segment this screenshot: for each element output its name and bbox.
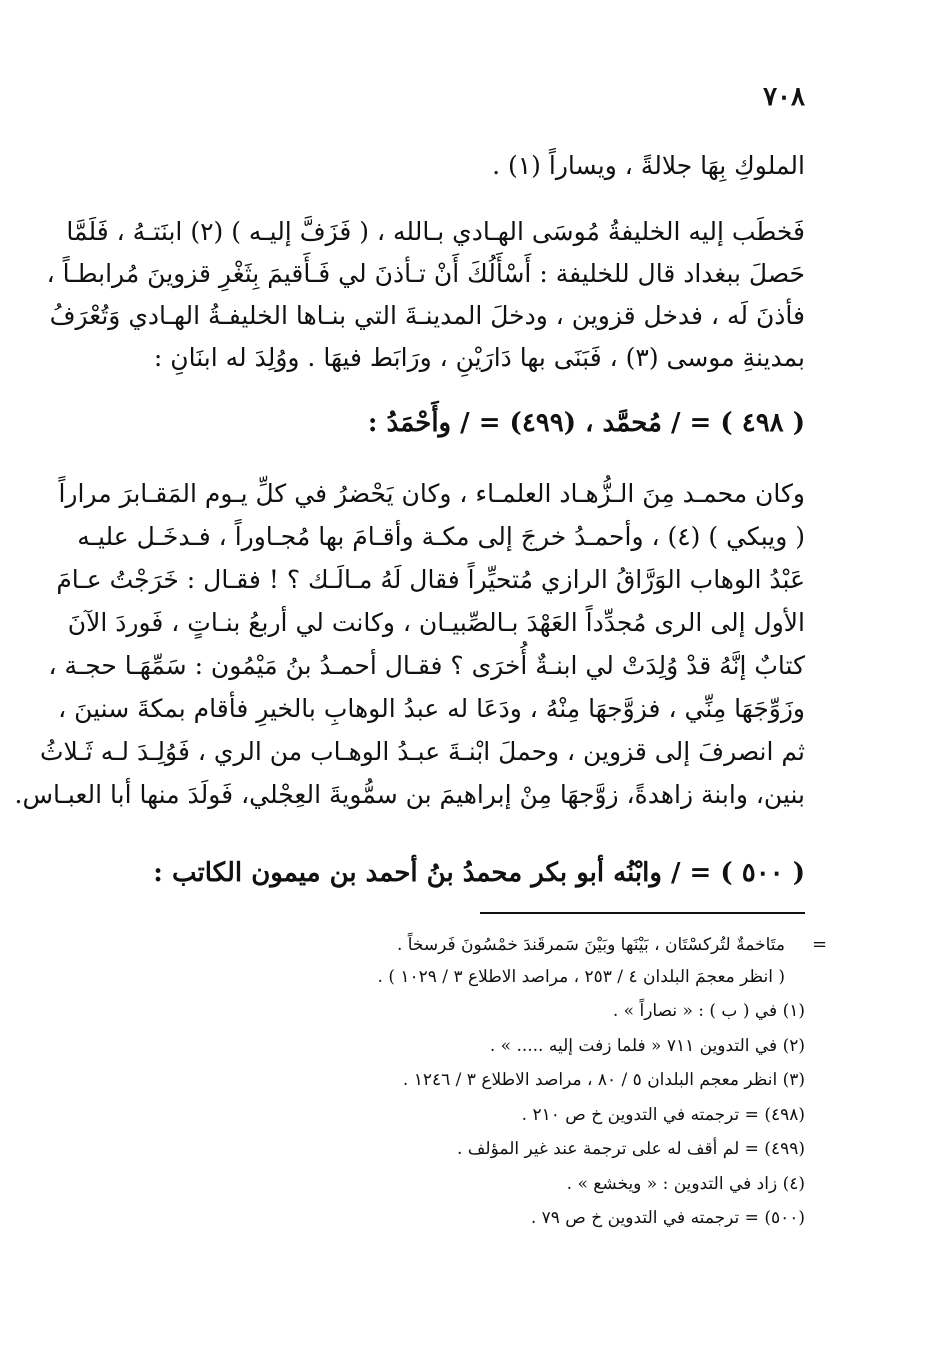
paragraph-continuation <box>105 146 805 186</box>
text-line: فَخطَب إليه الخليفةُ مُوسَى الهـادي بـالله ، ( فَزَفَّ إليـه ) (٢) ابنَتـهُ ، فَلَمَّا <box>66 217 805 246</box>
footnote-item: (٤٩٨) = ترجمته في التدوين خ ص ٢١٠ . <box>521 1105 805 1125</box>
footnote-item: (١) في ( ب ) : « نصاراً » . <box>612 1001 805 1021</box>
footnote-continuation-marker: = <box>812 934 828 955</box>
footnote-item: (٥٠٠) = ترجمته في التدوين خ ص ٧٩ . <box>530 1208 805 1228</box>
footnote-item: ( انظر معجمَ البلدان ٤ / ٢٥٣ ، مراصد الاطلاع ٣ / ١٠٢٩ ) . <box>377 967 785 987</box>
footnote-separator <box>480 912 805 914</box>
text-line: وزَوِّجَهَا مِنِّي ، فزوَّجهَا مِنْهُ ، ودَعَا له عبدُ الوهابِ بالخيرِ فأقام بمكةَ سنينَ ، <box>58 694 805 723</box>
text-line: وكان محمـد مِنَ الـزُّهـاد العلمـاء ، وكان يَحْضرُ في كلِّ يـوم المَقـابرَ مراراً <box>58 479 805 508</box>
footnote-item: (٤٩٩) = لم أقف له على ترجمة عند غير المؤلف . <box>457 1139 805 1159</box>
text-line: الملوكِ بِهَا جلالةً ، ويساراً (١) . <box>492 151 805 180</box>
text-line: بمدينةِ موسى (٣) ، فَبَنَى بها دَارَيْنِ ، ورَابَط فيهَا . ووُلِدَ له ابنَانِ : <box>153 343 805 372</box>
text-line: الأول إلى الرى مُجدِّداً العَهْدَ بـالصِّبيـان ، وكانت لي أربعُ بنـاتٍ ، فَوردَ الآنَ <box>67 608 805 637</box>
page-number: ٧٠٨ <box>763 82 805 112</box>
footnote-item: متَاخمةٌ لتُركسْتَان ، بَيْنَها وبَيْنَ سَمرقَندَ خمْسُونَ فَرسخاً . <box>396 935 785 955</box>
footnote-item: (٢) في التدوين ٧١١ « فلما زفت إليه ..... » . <box>489 1036 805 1056</box>
text-line: فأذنَ لَه ، فدخل قزوين ، ودخلَ المدينـةَ التي بنـاها الخليفـةُ الهـادي وَتُعْرَفُ <box>49 301 805 330</box>
text-line: ( ويبكي ) (٤) ، وأحمـدُ خرجَ إلى مكـة وأقـامَ بها مُجـاوراً ، فـدخَـل عليـه <box>77 522 805 551</box>
text-line: عَبْدُ الوهاب الوَرَّاقُ الرازي مُتحيِّراً فقال لَهُ مـالَـك ؟ ! فقـال : خَرَجْتُ عـامَ <box>56 565 805 594</box>
paragraph-biography <box>14 474 805 814</box>
text-line: كتابٌ إنَّهُ قدْ وُلِدَتْ لي ابنـةٌ أُخرَى ؟ فقـال أحمـدُ بنُ مَيْمُون : سَمِّهَـا حجـة ، <box>48 651 805 680</box>
footnote-item: (٤) زاد في التدوين : « ويخشع » . <box>566 1174 805 1194</box>
text-line: حَصلَ ببغداد قال للخليفة : أَسْأَلُكَ أَنْ تـأذنَ لي فَـأَقيمَ بِثَغْرِ قزوينَ مُرابطـاً ، <box>46 259 805 288</box>
text-line: ثم انصرفَ إلى قزوين ، وحملَ ابْنـةَ عبـدُ الوهـاب من الري ، فَوُلِـدَ لـه ثَـلاثُ <box>40 737 805 766</box>
footnote-item: (٣) انظر معجم البلدان ٥ / ٨٠ ، مراصد الاطلاع ٣ / ١٢٤٦ . <box>402 1070 805 1090</box>
paragraph-caliph <box>46 212 805 382</box>
footnotes <box>300 924 805 1244</box>
entry-heading-500: ( ٥٠٠ ) = / وابْنُه أبو بكر محمدُ بنُ أحمد بن ميمون الكاتب : <box>153 858 805 888</box>
entry-heading-498-499: ( ٤٩٨ ) = / مُحمَّد ، (٤٩٩) = / وأَحْمَدُ : <box>367 408 805 438</box>
text-line: بنين، وابنة زاهدةً، زوَّجهَا مِنْ إبراهيمَ بن سمُّويةَ العِجْلي، فَولَدَ منها أبا العبـاس. <box>14 780 805 809</box>
